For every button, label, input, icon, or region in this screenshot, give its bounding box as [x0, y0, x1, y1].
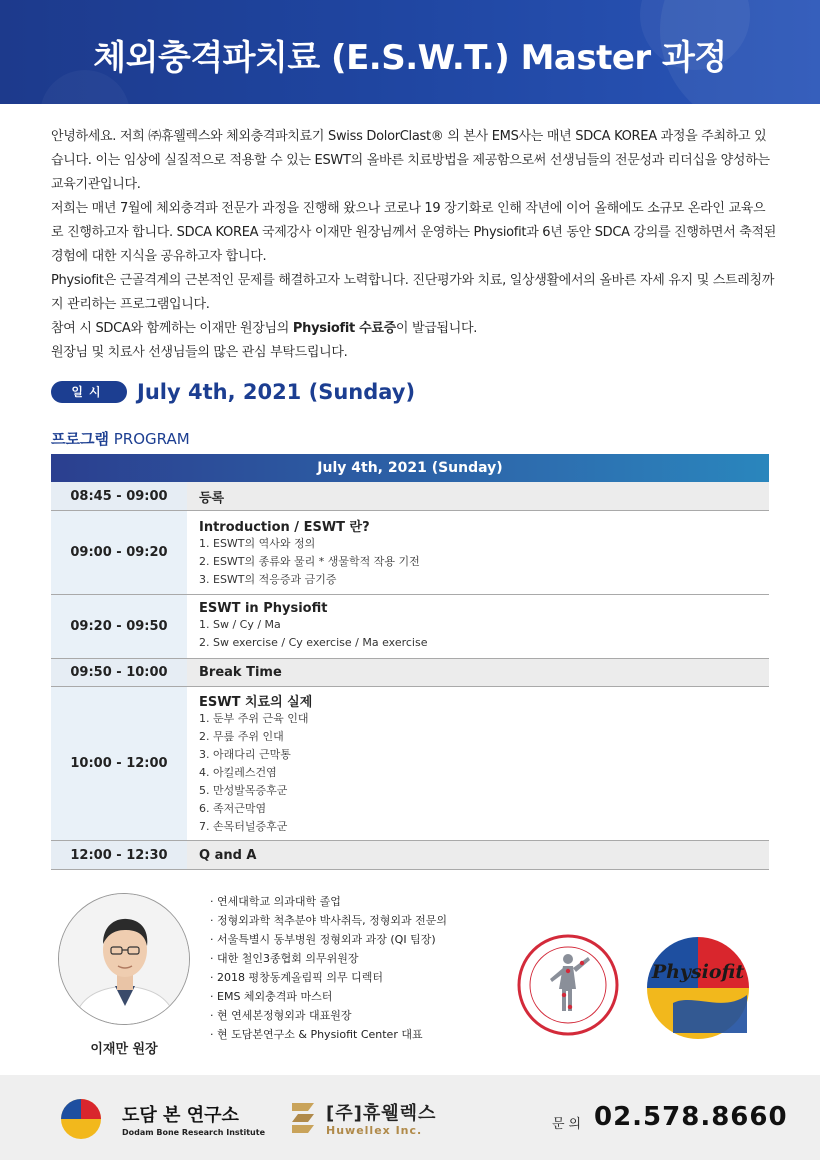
huwellex-name: [주]휴웰렉스: [326, 1103, 437, 1124]
session-time: 09:00 - 09:20: [51, 511, 187, 594]
certificate-highlight: Physiofit 수료증: [292, 321, 396, 336]
intro-paragraph: 안녕하세요. 저희 ㈜휴웰렉스와 체외충격파치료기 Swiss DolorClast® 의 본사 EMS사는 매년 SDCA KOREA 과정을 주최하고 있습니다. 이는 임상에 실질적으로 적용할 수 있는 ESWT의 올바른 치료방법을 제공함으로써 선생님들의 전문성과 리더십을 양성하는 교육기관입니다.: [51, 129, 770, 192]
huwellex-logo-icon: [288, 1099, 318, 1137]
contact-label: 문의: [552, 1117, 586, 1132]
session-title: 등록: [199, 490, 225, 506]
schedule-table: [51, 454, 769, 870]
session-content: [187, 687, 769, 840]
intro-text-segment: 참여 시 SDCA와 함께하는 이재만 원장님의: [51, 321, 293, 336]
cv-item: · 정형외과학 척추분야 박사취득, 정형외과 전문의: [210, 911, 447, 930]
program-title: [51, 428, 190, 449]
session-title: Q and A: [199, 847, 257, 863]
program-title-ko: 프로그램: [51, 430, 109, 448]
session-item: 6. 족저근막염: [199, 802, 267, 815]
session-content: [187, 511, 769, 594]
session-item: 2. 무릎 주위 인대: [199, 730, 284, 743]
intro-text-segment: 이 발급됩니다.: [395, 321, 478, 336]
session-item: 1. Sw / Cy / Ma: [199, 618, 281, 631]
cv-item: · EMS 체외충격파 마스터: [210, 987, 447, 1006]
schedule-table-header: July 4th, 2021 (Sunday): [51, 454, 769, 482]
program-title-en: PROGRAM: [113, 430, 190, 448]
session-title: Introduction / ESWT 란?: [199, 520, 370, 535]
session-item: 3. ESWT의 적응증과 금기증: [199, 573, 337, 586]
table-row: [51, 511, 769, 595]
session-item: 7. 손목터널증후군: [199, 820, 288, 833]
speaker-name: 이재만 원장: [90, 1042, 158, 1057]
intro-text: [51, 125, 777, 365]
intro-paragraph: 원장님 및 치료사 선생님들의 많은 관심 부탁드립니다.: [51, 345, 348, 360]
sdca-seal-logo: [516, 933, 620, 1037]
cv-item: · 서울특별시 동부병원 정형외과 과장 (QI 팀장): [210, 930, 447, 949]
session-time: 12:00 - 12:30: [51, 841, 187, 869]
table-row: [51, 482, 769, 511]
dodam-logo-icon: [53, 1097, 113, 1141]
cv-item: · 2018 평창동계올림픽 의무 디렉터: [210, 968, 447, 987]
header-banner: [0, 0, 820, 104]
session-item: 1. ESWT의 역사와 정의: [199, 537, 316, 550]
contact-phone[interactable]: 02.578.8660: [594, 1102, 788, 1132]
dodam-name: 도담 본 연구소: [122, 1105, 239, 1126]
session-content: [187, 595, 769, 658]
cv-item: · 대한 철인3종협회 의무위원장: [210, 949, 447, 968]
session-item: 5. 만성발목증후군: [199, 784, 288, 797]
session-content: [187, 482, 769, 510]
session-title: Break Time: [199, 665, 282, 680]
speaker-cv-list: [210, 892, 447, 1044]
intro-paragraph: [51, 317, 777, 341]
footer: [0, 1075, 820, 1160]
event-date: [51, 378, 777, 406]
session-time: 08:45 - 09:00: [51, 482, 187, 510]
session-item: 2. ESWT의 종류와 물리 * 생물학적 작용 기전: [199, 555, 420, 568]
dodam-subtitle: Dodam Bone Research Institute: [122, 1128, 265, 1137]
speaker-photo: [58, 893, 190, 1025]
intro-paragraph: 저희는 매년 7월에 체외충격파 전문가 과정을 진행해 왔으나 코로나 19 장기화로 인해 작년에 이어 올해에도 소규모 온라인 교육으로 진행하고자 합니다. SDCA KOREA 국제강사 이재만 원장님께서 운영하는 Physiofit과 6년 동안 SDCA 강의를 진행하면서 축적된 경험에 대한 지식을 공유하고자 합니다.: [51, 201, 777, 264]
session-item: 1. 둔부 주위 근육 인대: [199, 712, 309, 725]
table-row: [51, 595, 769, 659]
date-value: July 4th, 2021 (Sunday): [137, 380, 416, 404]
intro-paragraph: Physiofit은 근골격계의 근본적인 문제를 해결하고자 노력합니다. 진단평가와 치료, 일상생활에서의 올바른 자세 유지 및 스트레칭까지 관리하는 프로그램입니다.: [51, 273, 775, 312]
session-time: 09:20 - 09:50: [51, 595, 187, 658]
date-label-badge: 일시: [51, 381, 127, 403]
speaker-portrait-icon: [59, 894, 190, 1025]
session-title: ESWT in Physiofit: [199, 601, 328, 616]
session-content: [187, 659, 769, 686]
huwellex-subtitle: Huwellex Inc.: [326, 1124, 423, 1137]
session-item: 4. 아킬레스건염: [199, 766, 277, 779]
session-title: ESWT 치료의 실제: [199, 695, 313, 710]
table-row: [51, 659, 769, 687]
session-time: 09:50 - 10:00: [51, 659, 187, 686]
session-item: 2. Sw exercise / Cy exercise / Ma exercise: [199, 636, 428, 649]
table-row: [51, 687, 769, 841]
cv-item: · 현 연세본정형외과 대표원장: [210, 1006, 447, 1025]
session-time: 10:00 - 12:00: [51, 687, 187, 840]
physiofit-logo-text: Physiofit: [651, 961, 745, 983]
page-title: 체외충격파치료 (E.S.W.T.) Master 과정: [93, 38, 727, 78]
cv-item: · 현 도담본연구소 & Physiofit Center 대표: [210, 1025, 447, 1044]
table-row: [51, 841, 769, 870]
physiofit-logo: [643, 933, 753, 1039]
session-content: [187, 841, 769, 869]
cv-item: · 연세대학교 의과대학 졸업: [210, 892, 447, 911]
session-item: 3. 아래다리 근막통: [199, 748, 291, 761]
